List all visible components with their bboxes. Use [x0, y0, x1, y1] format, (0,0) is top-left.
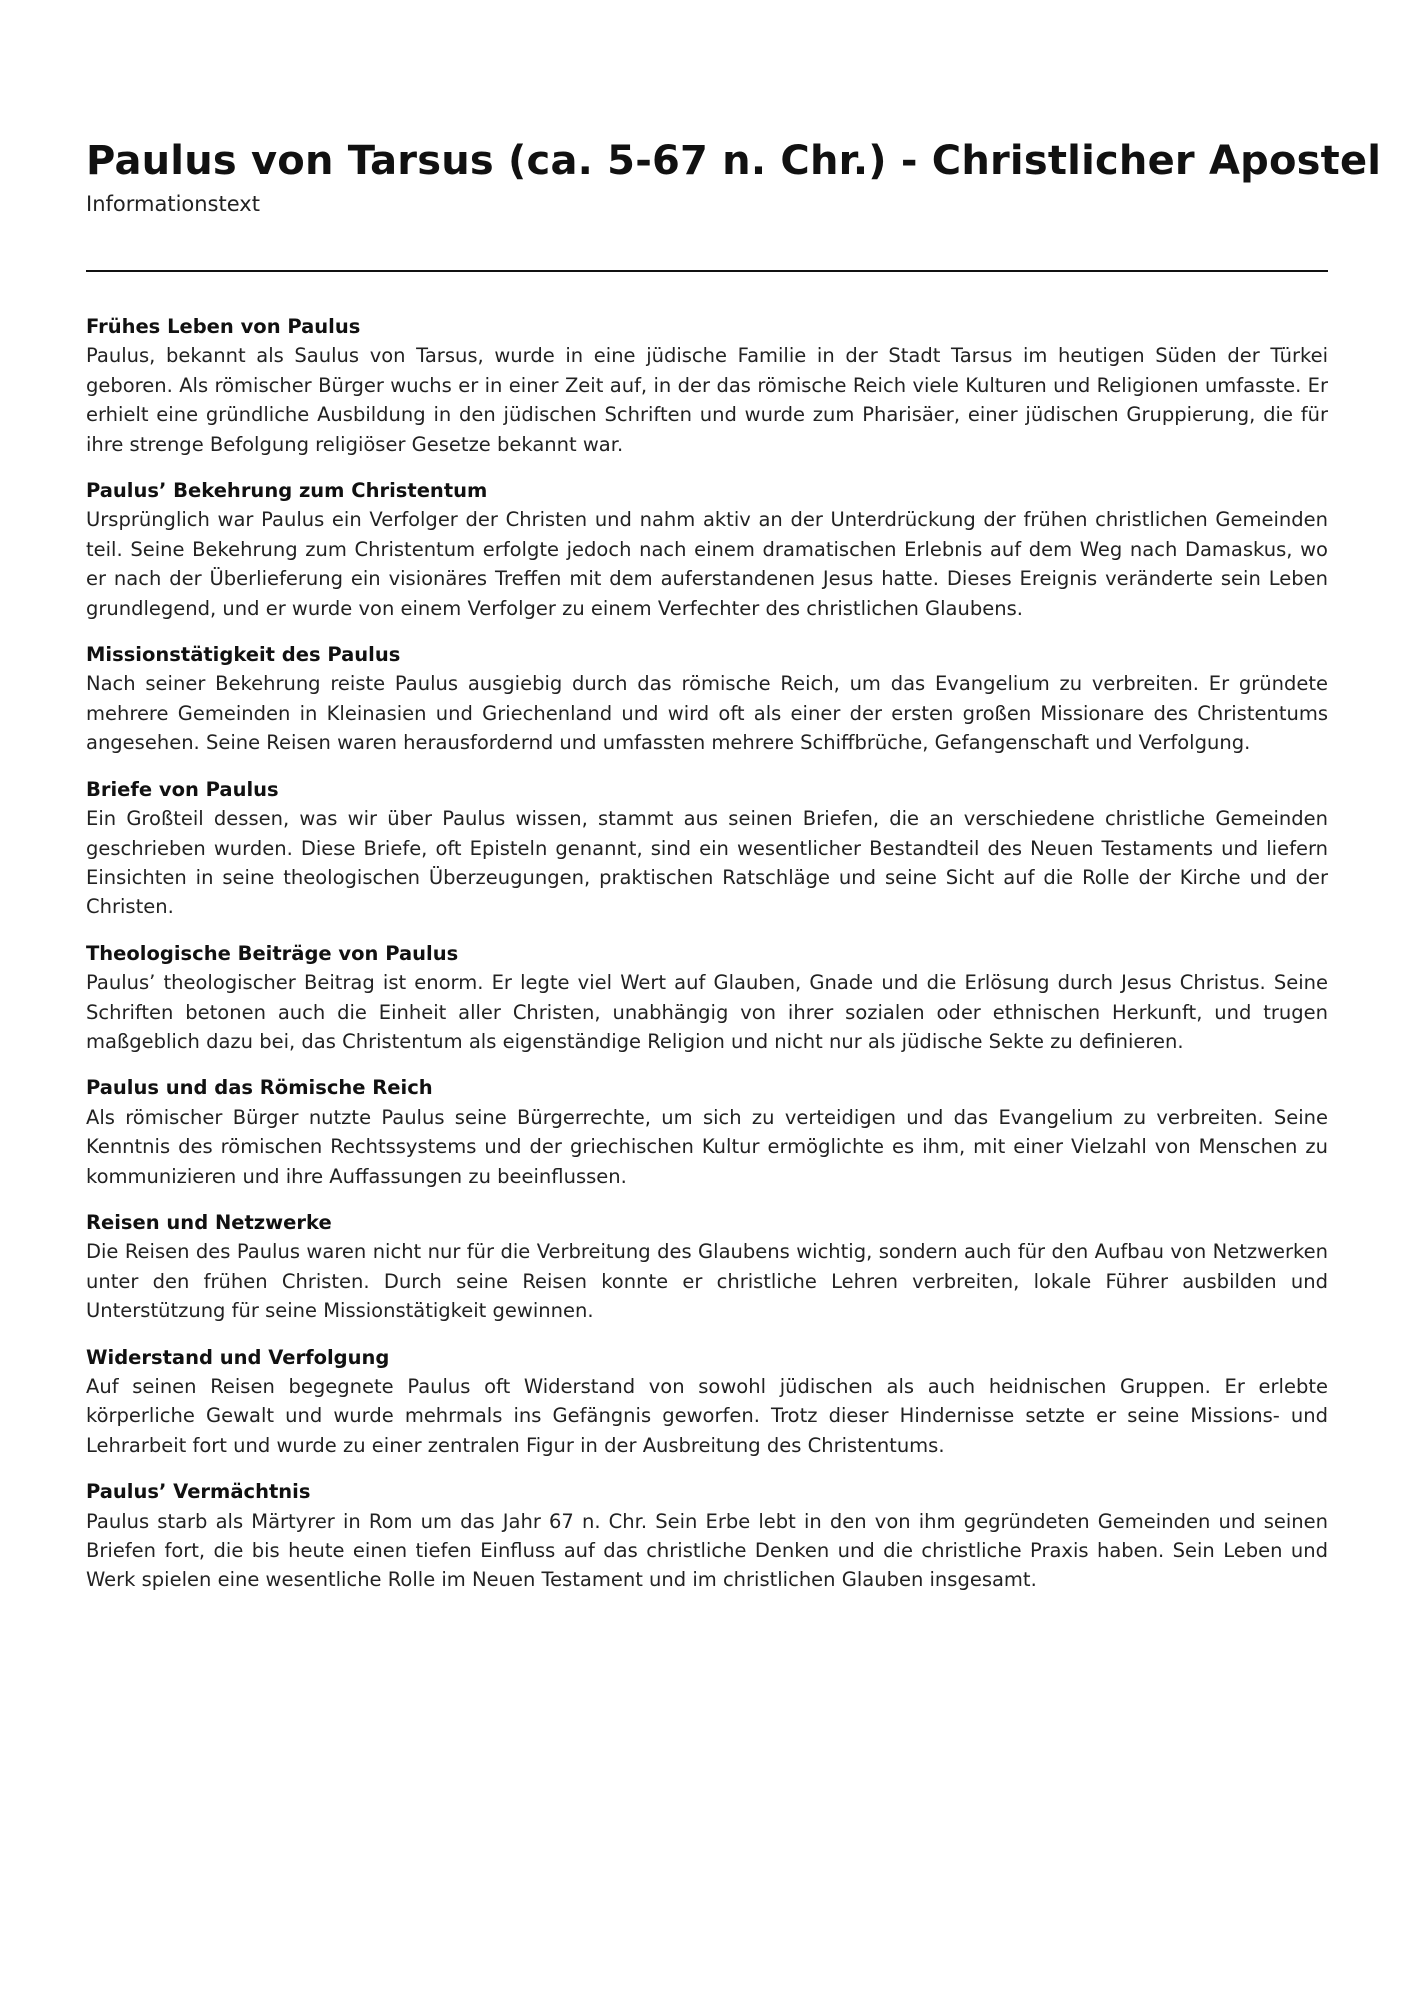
section-missionstaetigkeit — [86, 640, 1328, 758]
section-briefe — [86, 775, 1328, 922]
section-paragraph: Als römischer Bürger nutzte Paulus seine Bürgerrechte, um sich zu verteidigen und das Evangelium zu verbreiten. Seine Kenntnis des römischen Rechtssystems und der griechischen Kultur ermöglichte es ihm, mit einer Vielzahl von Menschen zu kommunizieren und ihre Auffassungen zu beeinflussen. — [86, 1105, 1328, 1188]
section-paragraph: Paulus’ theologischer Beitrag ist enorm. Er legte viel Wert auf Glauben, Gnade und die Erlösung durch Jesus Christus. Seine Schriften betonen auch die Einheit aller Christen, unabhängig von ihrer sozialen oder ethnischen Herkunft, und trugen maßgeblich dazu bei, das Christentum als eigenständige Religion und nicht nur als jüdische Sekte zu definieren. — [86, 971, 1328, 1053]
section-paragraph: Nach seiner Bekehrung reiste Paulus ausgiebig durch das römische Reich, um das Evangelium zu verbreiten. Er gründete mehrere Gemeinden in Kleinasien und Griechenland und wird oft als einer der ersten großen Missionare des Christentums angesehen. Seine Reisen waren herausfordernd und umfassten mehrere Schiffbrüche, Gefangenschaft und Verfolgung. — [86, 672, 1328, 755]
section-heading: Reisen und Netzwerke — [86, 1210, 332, 1234]
document-subtitle: Informationstext — [86, 192, 260, 216]
section-heading: Frühes Leben von Paulus — [86, 315, 361, 338]
section-heading: Missionstätigkeit des Paulus — [86, 643, 401, 667]
section-paragraph: Ein Großteil dessen, was wir über Paulus wissen, stammt aus seinen Briefen, die an verschiedene christliche Gemeinden geschrieben wurden. Diese Briefe, oft Episteln genannt, sind ein wesentlicher Bestandteil des Neuen Testaments und liefern Einsichten in seine theologischen Überzeugungen, praktischen Ratschläge und seine Sicht auf die Rolle der Kirche und der Christen. — [86, 807, 1328, 919]
section-heading: Paulus und das Römische Reich — [86, 1076, 433, 1100]
section-theologische-beitraege — [86, 939, 1328, 1057]
section-widerstand — [86, 1343, 1328, 1461]
document-title: Paulus von Tarsus (ca. 5-67 n. Chr.) - Christlicher Apostel — [86, 138, 1382, 184]
section-paragraph: Ursprünglich war Paulus ein Verfolger der Christen und nahm aktiv an der Unterdrückung der frühen christlichen Gemeinden teil. Seine Bekehrung zum Christentum erfolgte jedoch nach einem dramatischen Erlebnis auf dem Weg nach Damaskus, wo er nach der Überlieferung ein visionäres Treffen mit dem auferstandenen Jesus hatte. Dieses Ereignis veränderte sein Leben grundlegend, und er wurde von einem Verfolger zu einem Verfechter des christlichen Glaubens. — [86, 508, 1328, 620]
section-paragraph: Paulus starb als Märtyrer in Rom um das Jahr 67 n. Chr. Sein Erbe lebt in den von ihm gegründeten Gemeinden und seinen Briefen fort, die bis heute einen tiefen Einfluss auf das christliche Denken und die christliche Praxis haben. Sein Leben und Werk spielen eine wesentliche Rolle im Neuen Testament und im christlichen Glauben insgesamt. — [86, 1509, 1328, 1592]
section-heading: Briefe von Paulus — [86, 777, 279, 801]
section-heading: Theologische Beiträge von Paulus — [86, 941, 459, 965]
section-fruehes-leben — [86, 312, 1328, 459]
section-heading: Paulus’ Vermächtnis — [86, 1480, 311, 1504]
section-bekehrung — [86, 476, 1328, 623]
section-paragraph: Die Reisen des Paulus waren nicht nur für die Verbreitung des Glaubens wichtig, sondern auch für den Aufbau von Netzwerken unter den frühen Christen. Durch seine Reisen konnte er christliche Lehren verbreiten, lokale Führer ausbilden und Unterstützung für seine Missionstätigkeit gewinnen. — [86, 1240, 1328, 1323]
header-divider — [86, 270, 1328, 272]
section-heading: Paulus’ Bekehrung zum Christentum — [86, 479, 488, 503]
document-page — [86, 0, 1382, 2000]
section-paragraph: Auf seinen Reisen begegnete Paulus oft Widerstand von sowohl jüdischen als auch heidnischen Gruppen. Er erlebte körperliche Gewalt und wurde mehrmals ins Gefängnis geworfen. Trotz dieser Hindernisse setzte er seine Missions- und Lehrarbeit fort und wurde zu einer zentralen Figur in der Ausbreitung des Christentums. — [86, 1375, 1328, 1457]
section-vermaechtnis — [86, 1477, 1328, 1595]
section-paragraph: Paulus, bekannt als Saulus von Tarsus, wurde in eine jüdische Familie in der Stadt Tarsus im heutigen Süden der Türkei geboren. Als römischer Bürger wuchs er in einer Zeit auf, in der das römische Reich viele Kulturen und Religionen umfasste. Er erhielt eine gründliche Ausbildung in den jüdischen Schriften und wurde zum Pharisäer, einer jüdischen Gruppierung, die für ihre strenge Befolgung religiöser Gesetze bekannt war. — [86, 344, 1328, 456]
section-roemisches-reich — [86, 1073, 1328, 1191]
section-reisen-netzwerke — [86, 1208, 1328, 1326]
section-heading: Widerstand und Verfolgung — [86, 1345, 390, 1369]
document-body — [86, 312, 1328, 1612]
